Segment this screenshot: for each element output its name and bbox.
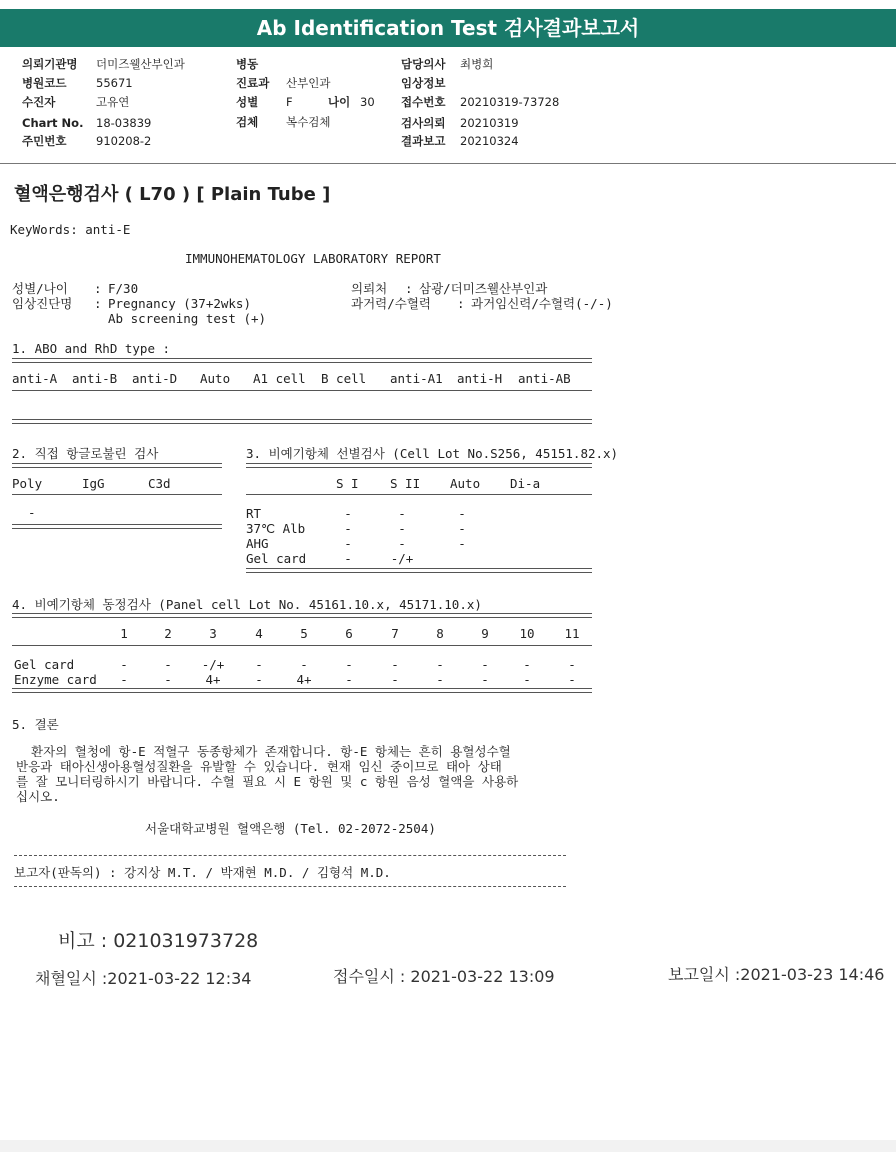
screen-column-header: S II	[390, 476, 421, 491]
panel-cell: -	[255, 672, 263, 687]
test-title: 혈액은행검사 ( L70 ) [ Plain Tube ]	[14, 184, 331, 205]
header-field-value: 18-03839	[96, 116, 152, 130]
header-field-value: 최병희	[460, 57, 494, 71]
abo-column-header: anti-AB	[518, 371, 571, 386]
header-field-label: 검체	[236, 115, 259, 129]
screen-cell: -/+	[390, 551, 414, 566]
header-field-label: 임상정보	[401, 76, 446, 90]
header-field-label: 의뢰기관명	[22, 57, 78, 71]
panel-cell: 4+	[205, 672, 221, 687]
panel-cell: 4+	[296, 672, 312, 687]
referral-label: 의뢰처	[351, 281, 388, 296]
panel-top-rule	[12, 613, 592, 618]
hospital-contact: 서울대학교병원 혈액은행 (Tel. 02-2072-2504)	[145, 821, 436, 836]
header-field-label: 성별	[236, 95, 259, 109]
screen-heading: 3. 비예기항체 선별검사 (Cell Lot No.S256, 45151.82.x)	[246, 446, 619, 461]
panel-cell: -	[391, 672, 399, 687]
keywords: KeyWords: anti-E	[10, 222, 131, 237]
history-label: 과거력/수혈력	[351, 296, 431, 311]
panel-column-header: 8	[436, 626, 444, 641]
panel-column-header: 2	[164, 626, 172, 641]
header-field-label: 검사의뢰	[401, 116, 446, 130]
header-field-value: 복수검체	[286, 115, 331, 129]
header-field-label: Chart No.	[22, 116, 84, 130]
panel-cell: -	[345, 672, 353, 687]
note-value: 비고 : 021031973728	[58, 930, 259, 952]
reporter-top-rule	[14, 855, 566, 856]
panel-column-header: 6	[345, 626, 353, 641]
header-field-label: 수진자	[22, 95, 56, 109]
abo-column-header: anti-H	[457, 371, 503, 386]
header-field-label: 접수번호	[401, 95, 446, 109]
referral-value: 삼광/더미즈웰산부인과	[419, 281, 548, 296]
sex-age-colon: :	[94, 281, 102, 296]
reported-datetime: 보고일시 :2021-03-23 14:46	[668, 965, 885, 984]
dat-bottom-rule	[12, 524, 222, 529]
screen-cell: -	[458, 536, 466, 551]
header-field-value: 30	[360, 95, 375, 109]
header-divider	[0, 163, 896, 164]
received-datetime: 접수일시 : 2021-03-22 13:09	[333, 967, 555, 986]
abo-column-header: Auto	[200, 371, 231, 386]
header-field-value: 더미즈웰산부인과	[96, 57, 185, 71]
screen-header-rule	[246, 494, 592, 495]
screen-cell: -	[344, 506, 352, 521]
header-field-label: 결과보고	[401, 134, 446, 148]
panel-cell: -	[164, 657, 172, 672]
panel-column-header: 11	[564, 626, 580, 641]
reporter-line: 보고자(판독의) : 강지상 M.T. / 박재현 M.D. / 김형석 M.D.	[14, 865, 391, 880]
panel-column-header: 5	[300, 626, 308, 641]
header-field-value: F	[286, 95, 293, 109]
screen-cell: -	[458, 521, 466, 536]
panel-cell: -	[568, 672, 576, 687]
screen-bottom-rule	[246, 568, 592, 573]
panel-column-header: 1	[120, 626, 128, 641]
screen-column-header: Auto	[450, 476, 481, 491]
conclusion-line: 환자의 혈청에 항-E 적혈구 동종항체가 존재합니다. 항-E 항체는 흔히 용혈성수혈	[16, 744, 511, 759]
diagnosis-colon: :	[94, 296, 102, 311]
conclusion-line: 반응과 태아신생아용혈성질환을 유발할 수 있습니다. 현재 임신 중이므로 태아 상태	[16, 759, 502, 774]
screen-top-rule	[246, 463, 592, 468]
screen-cell: -	[458, 506, 466, 521]
diagnosis-label: 임상진단명	[12, 296, 73, 311]
panel-cell: -	[436, 657, 444, 672]
screen-column-header: Di-a	[510, 476, 541, 491]
screen-row-label: 37℃ Alb	[246, 521, 306, 536]
header-field-label: 진료과	[236, 76, 270, 90]
panel-cell: -	[436, 672, 444, 687]
screen-cell: -	[398, 521, 406, 536]
abo-header-rule	[12, 390, 592, 391]
screen-cell: -	[344, 551, 352, 566]
lab-report-title: IMMUNOHEMATOLOGY LABORATORY REPORT	[185, 251, 441, 266]
dat-column-header: C3d	[148, 476, 171, 491]
panel-cell: -	[391, 657, 399, 672]
diagnosis-value-1: Pregnancy (37+2wks)	[108, 296, 251, 311]
panel-column-header: 3	[209, 626, 217, 641]
dat-value: -	[28, 505, 36, 520]
dat-top-rule	[12, 463, 222, 468]
abo-column-header: anti-A	[12, 371, 58, 386]
screen-cell: -	[344, 521, 352, 536]
abo-bottom-rule	[12, 419, 592, 424]
abo-column-header: anti-A1	[390, 371, 443, 386]
dat-column-header: IgG	[82, 476, 105, 491]
header-field-value: 55671	[96, 76, 133, 90]
reporter-bottom-rule	[14, 886, 566, 887]
screen-column-header: S I	[336, 476, 359, 491]
screen-cell: -	[398, 506, 406, 521]
screen-row-label: RT	[246, 506, 262, 521]
panel-column-header: 4	[255, 626, 263, 641]
panel-cell: -	[120, 657, 128, 672]
abo-column-header: anti-D	[132, 371, 178, 386]
panel-cell: -	[523, 657, 531, 672]
header-field-value: 20210319	[460, 116, 519, 130]
panel-column-header: 9	[481, 626, 489, 641]
panel-row-label: Gel card	[14, 657, 75, 672]
dat-column-header: Poly	[12, 476, 43, 491]
collected-datetime: 채혈일시 :2021-03-22 12:34	[35, 969, 252, 988]
sex-age-value: F/30	[108, 281, 139, 296]
panel-cell: -	[481, 672, 489, 687]
header-field-value: 910208-2	[96, 134, 152, 148]
conclusion-line: 를 잘 모니터링하시기 바랍니다. 수혈 필요 시 E 항원 및 c 항원 음성 혈액을 사용하	[16, 774, 519, 789]
panel-cell: -	[568, 657, 576, 672]
panel-heading: 4. 비예기항체 동정검사 (Panel cell Lot No. 45161.10.x, 45171.10.x)	[12, 597, 482, 612]
panel-cell: -	[345, 657, 353, 672]
panel-cell: -	[120, 672, 128, 687]
abo-heading: 1. ABO and RhD type :	[12, 341, 171, 356]
diagnosis-value-2: Ab screening test (+)	[108, 311, 267, 326]
panel-header-rule	[12, 645, 592, 646]
screen-row-label: AHG	[246, 536, 269, 551]
header-field-value: 산부인과	[286, 76, 331, 90]
abo-top-rule	[12, 358, 592, 363]
header-field-value: 20210324	[460, 134, 519, 148]
history-value: 과거임신력/수혈력(-/-)	[471, 296, 613, 311]
panel-column-header: 7	[391, 626, 399, 641]
header-field-value: 고유연	[96, 95, 130, 109]
panel-row-label: Enzyme card	[14, 672, 97, 687]
screen-cell: -	[344, 536, 352, 551]
report-banner-title: Ab Identification Test 검사결과보고서	[0, 9, 896, 47]
screen-cell: -	[398, 536, 406, 551]
panel-cell: -	[164, 672, 172, 687]
dat-heading: 2. 직접 항글로불린 검사	[12, 446, 159, 461]
panel-cell: -	[255, 657, 263, 672]
header-field-label: 나이	[328, 95, 351, 109]
panel-cell: -	[300, 657, 308, 672]
panel-cell: -/+	[201, 657, 225, 672]
header-field-label: 병동	[236, 57, 259, 71]
panel-cell: -	[481, 657, 489, 672]
referral-colon: :	[405, 281, 413, 296]
header-field-label: 담당의사	[401, 57, 446, 71]
header-field-value: 20210319-73728	[460, 95, 560, 109]
sex-age-label: 성별/나이	[12, 281, 68, 296]
header-field-label: 주민번호	[22, 134, 67, 148]
abo-column-header: B cell	[321, 371, 367, 386]
panel-cell: -	[523, 672, 531, 687]
conclusion-line: 십시오.	[16, 789, 60, 804]
header-field-label: 병원코드	[22, 76, 67, 90]
conclusion-heading: 5. 결론	[12, 717, 59, 732]
history-colon: :	[457, 296, 465, 311]
panel-bottom-rule	[12, 688, 592, 693]
abo-column-header: A1 cell	[253, 371, 306, 386]
abo-column-header: anti-B	[72, 371, 118, 386]
panel-column-header: 10	[519, 626, 535, 641]
dat-header-rule	[12, 494, 222, 495]
screen-row-label: Gel card	[246, 551, 307, 566]
